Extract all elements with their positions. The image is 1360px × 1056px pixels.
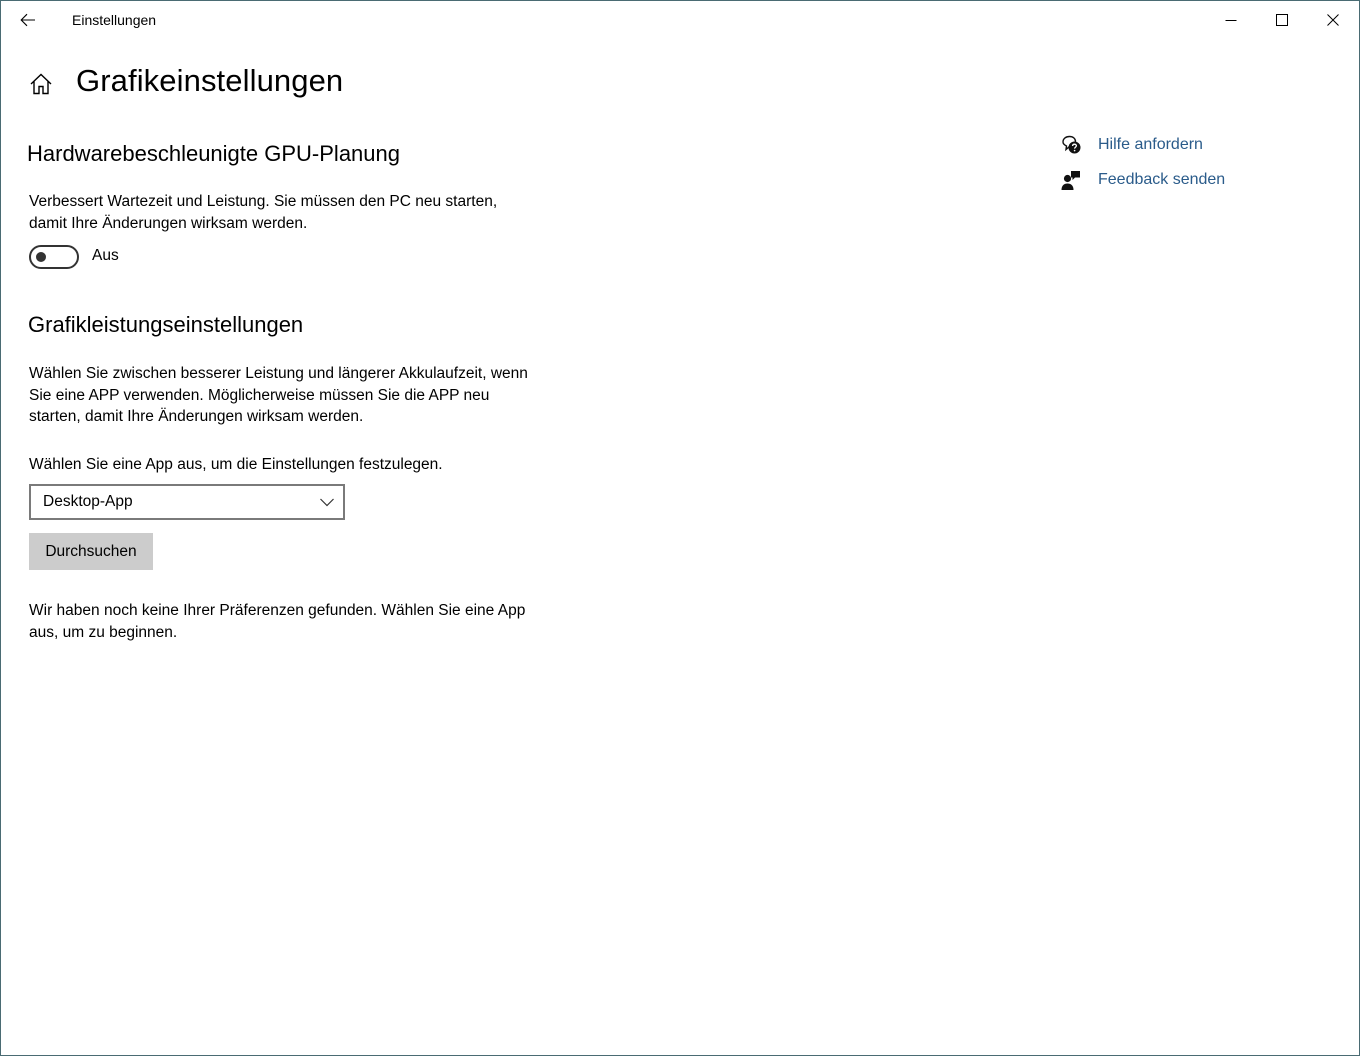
- title-bar: [1, 1, 1359, 39]
- close-button[interactable]: [1308, 1, 1358, 39]
- get-help-label: Hilfe anfordern: [1098, 136, 1203, 153]
- graphics-performance-description: Wählen Sie zwischen besserer Leistung und längerer Akkulaufzeit, wenn Sie eine APP verwenden. Möglicherweise müssen Sie die APP neu starten, damit Ihre Änderungen wirksam werden.: [29, 365, 528, 426]
- minimize-button[interactable]: [1206, 1, 1256, 39]
- app-type-dropdown[interactable]: [29, 484, 345, 520]
- gpu-scheduling-description: Verbessert Wartezeit und Leistung. Sie müssen den PC neu starten, damit Ihre Änderungen wirksam werden.: [29, 193, 498, 232]
- feedback-icon: [1060, 169, 1082, 191]
- gpu-scheduling-heading: Hardwarebeschleunigte GPU-Planung: [27, 141, 400, 166]
- toggle-knob: [36, 252, 46, 262]
- get-help-link[interactable]: [1060, 132, 1203, 158]
- help-chat-icon: [1060, 134, 1082, 156]
- browse-button[interactable]: Durchsuchen: [29, 533, 153, 570]
- gpu-scheduling-toggle[interactable]: [29, 245, 79, 269]
- arrow-left-icon: [20, 13, 36, 27]
- chevron-down-icon: [319, 495, 335, 509]
- graphics-performance-heading: Grafikleistungseinstellungen: [28, 312, 304, 337]
- maximize-button[interactable]: [1257, 1, 1307, 39]
- back-button[interactable]: [11, 5, 45, 35]
- send-feedback-link[interactable]: [1060, 167, 1225, 193]
- select-app-prompt: Wählen Sie eine App aus, um die Einstellungen festzulegen.: [29, 456, 443, 473]
- gpu-scheduling-toggle-state: Aus: [92, 247, 119, 264]
- maximize-icon: [1276, 14, 1288, 26]
- no-preferences-message: Wir haben noch keine Ihrer Präferenzen gefunden. Wählen Sie eine App aus, um zu beginnen.: [29, 602, 526, 641]
- home-icon[interactable]: [28, 71, 54, 97]
- send-feedback-label: Feedback senden: [1098, 171, 1226, 188]
- app-type-selected: Desktop-App: [43, 493, 133, 510]
- app-title: Einstellungen: [72, 12, 157, 28]
- minimize-icon: [1225, 14, 1237, 26]
- close-icon: [1327, 14, 1339, 26]
- page-title: Grafikeinstellungen: [76, 63, 344, 98]
